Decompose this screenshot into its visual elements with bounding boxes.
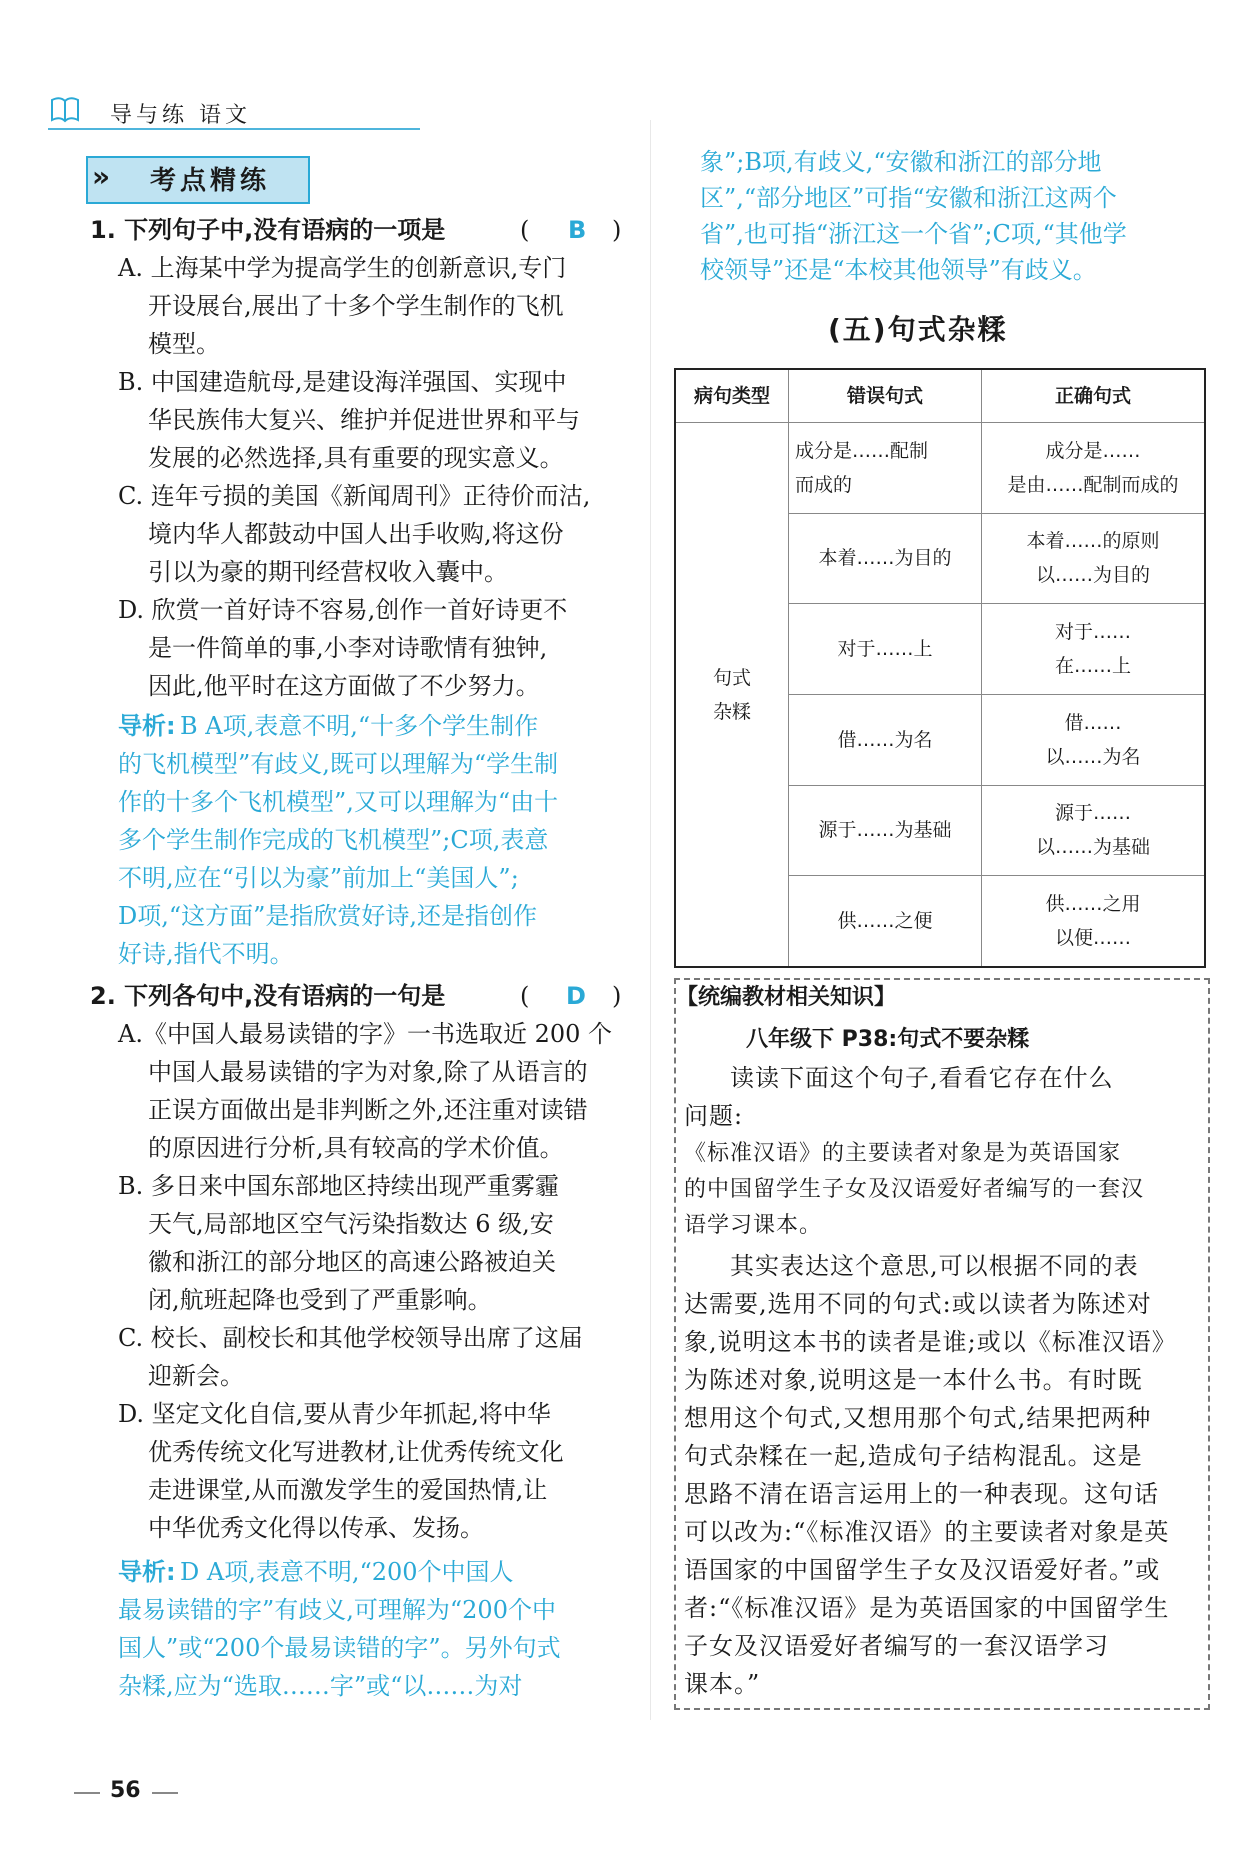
q1-line: 引以为豪的期刊经营权收入囊中。 [148, 558, 508, 586]
right-pattern-cell: 借…… 以……为名 [982, 694, 1206, 785]
q2-analysis-line: 国人”或“200个最易读错的字”。另外句式 [118, 1634, 561, 1662]
right-pattern-cell: 对于…… 在……上 [982, 604, 1206, 695]
header-title: 导与练 语文 [110, 103, 251, 128]
q1-line: 开设展台,展出了十多个学生制作的飞机 [148, 292, 564, 320]
wrong-pattern-cell: 本着……为目的 [789, 513, 982, 604]
q1-line: C. 连年亏损的美国《新闻周刊》正待价而沽, [118, 482, 591, 510]
right-pattern-cell: 供……之用 以便…… [982, 876, 1206, 967]
knowledge-body-line: 语国家的中国留学生子女及汉语爱好者。”或 [684, 1556, 1161, 1584]
q2-line: 走进课堂,从而激发学生的爱国热情,让 [148, 1476, 548, 1504]
q1-line: B. 中国建造航母,是建设海洋强国、实现中 [118, 368, 567, 396]
q2-paren-open: ( [520, 982, 530, 1010]
knowledge-example-line: 语学习课本。 [684, 1213, 823, 1238]
double-arrow-icon: » [92, 160, 111, 193]
q1-paren-open: ( [520, 216, 530, 244]
footer-dash [74, 1792, 100, 1794]
wrong-pattern-cell: 供……之便 [789, 876, 982, 967]
continued-analysis-line: 区”,“部分地区”可指“安徽和浙江这两个 [700, 184, 1117, 212]
q1-stem: 1. 下列句子中,没有语病的一项是 [90, 216, 446, 244]
table-header: 正确句式 [982, 369, 1206, 423]
q2-analysis-line: 杂糅,应为“选取……字”或“以……为对 [118, 1672, 523, 1700]
q2-analysis-label: 导析: [118, 1558, 176, 1586]
q2-paren-close: ) [612, 982, 622, 1010]
table-header: 错误句式 [789, 369, 982, 423]
knowledge-body-line: 达需要,选用不同的句式:或以读者为陈述对 [684, 1290, 1152, 1318]
footer-dash [152, 1792, 178, 1794]
q2-line: A.《中国人最易读错的字》一书选取近 200 个 [118, 1020, 613, 1048]
q2-line: 优秀传统文化写进教材,让优秀传统文化 [148, 1438, 564, 1466]
header-rule [48, 128, 420, 130]
wrong-pattern-cell: 借……为名 [789, 694, 982, 785]
grammar-table [674, 368, 1206, 968]
q2-line: 中华优秀文化得以传承、发扬。 [148, 1514, 484, 1542]
continued-analysis-line: 象”;B项,有歧义,“安徽和浙江的部分地 [700, 148, 1102, 176]
q2-line: 徽和浙江的部分地区的高速公路被迫关 [148, 1248, 556, 1276]
knowledge-body-line: 为陈述对象,说明这是一本什么书。有时既 [684, 1366, 1143, 1394]
wrong-pattern-cell: 成分是……配制 而成的 [789, 423, 982, 514]
q2-line: 闭,航班起降也受到了严重影响。 [148, 1286, 492, 1314]
q1-paren-close: ) [612, 216, 622, 244]
q1-line: 是一件简单的事,小李对诗歌情有独钟, [148, 634, 548, 662]
q1-analysis-line: 不明,应在“引以为豪”前加上“美国人”; [118, 864, 519, 892]
continued-analysis-line: 校领导”还是“本校其他领导”有歧义。 [700, 256, 1097, 284]
q1-analysis-line: D项,“这方面”是指欣赏好诗,还是指创作 [118, 902, 538, 930]
book-icon [48, 92, 82, 126]
knowledge-example-line: 《标准汉语》的主要读者对象是为英语国家 [684, 1141, 1122, 1166]
right-pattern-cell: 源于…… 以……为基础 [982, 785, 1206, 876]
table-header-row [675, 369, 1205, 423]
knowledge-body-line: 象,说明这本书的读者是谁;或以《标准汉语》 [684, 1328, 1177, 1356]
table-header: 病句类型 [675, 369, 789, 423]
knowledge-body-line: 子女及汉语爱好者编写的一套汉语学习 [684, 1632, 1109, 1660]
q1-answer: B [568, 216, 587, 244]
q2-line: C. 校长、副校长和其他学校领导出席了这届 [118, 1324, 583, 1352]
q1-line: D. 欣赏一首好诗不容易,创作一首好诗更不 [118, 596, 568, 624]
wrong-pattern-cell: 对于……上 [789, 604, 982, 695]
knowledge-body-line: 思路不清在语言运用上的一种表现。这句话 [684, 1480, 1159, 1508]
q1-analysis-line: 作的十多个飞机模型”,又可以理解为“由十 [118, 788, 559, 816]
knowledge-body-line: 可以改为:“《标准汉语》的主要读者对象是英 [684, 1518, 1170, 1546]
subsection-title: (五)句式杂糅 [828, 313, 1008, 346]
q1-line: 华民族伟大复兴、维护并促进世界和平与 [148, 406, 580, 434]
right-pattern-cell: 本着……的原则 以……为目的 [982, 513, 1206, 604]
column-divider [650, 120, 651, 1720]
q2-line: 迎新会。 [148, 1362, 244, 1390]
q1-line: 境内华人都鼓动中国人出手收购,将这份 [148, 520, 564, 548]
knowledge-body-line: 其实表达这个意思,可以根据不同的表 [730, 1252, 1139, 1280]
q2-line: 中国人最易读错的字为对象,除了从语言的 [148, 1058, 588, 1086]
q1-line: 模型。 [148, 330, 220, 358]
right-pattern-cell: 成分是…… 是由……配制而成的 [982, 423, 1206, 514]
knowledge-body-line: 句式杂糅在一起,造成句子结构混乱。这是 [684, 1442, 1143, 1470]
q1-analysis-line: 多个学生制作完成的飞机模型”;C项,表意 [118, 826, 549, 854]
knowledge-heading: 【统编教材相关知识】 [676, 985, 897, 1010]
page-number: 56 [110, 1778, 141, 1803]
q2-stem: 2. 下列各句中,没有语病的一句是 [90, 982, 446, 1010]
q2-line: B. 多日来中国东部地区持续出现严重雾霾 [118, 1172, 559, 1200]
continued-analysis-line: 省”,也可指“浙江这一个省”;C项,“其他学 [700, 220, 1127, 248]
q1-analysis-line: 的飞机模型”有歧义,既可以理解为“学生制 [118, 750, 559, 778]
knowledge-body-line: 想用这个句式,又想用那个句式,结果把两种 [684, 1404, 1152, 1432]
table-row [675, 423, 1205, 514]
q2-line: 天气,局部地区空气污染指数达 6 级,安 [148, 1210, 554, 1238]
section-title: 考点精练 [150, 166, 271, 196]
q1-line: 发展的必然选择,具有重要的现实意义。 [148, 444, 564, 472]
knowledge-body-line: 者:“《标准汉语》是为英语国家的中国留学生 [684, 1594, 1170, 1622]
q2-line: 正误方面做出是非判断之外,还注重对读错 [148, 1096, 588, 1124]
knowledge-intro-line: 问题: [684, 1102, 744, 1130]
q1-line: A. 上海某中学为提高学生的创新意识,专门 [118, 254, 567, 282]
q2-line: 的原因进行分析,具有较高的学术价值。 [148, 1134, 564, 1162]
knowledge-subheading: 八年级下 P38:句式不要杂糅 [746, 1027, 1030, 1052]
q1-analysis-label: 导析: [118, 712, 176, 740]
q1-analysis-line: 好诗,指代不明。 [118, 940, 294, 968]
knowledge-intro-line: 读读下面这个句子,看看它存在什么 [730, 1064, 1114, 1092]
q2-analysis-line: D A项,表意不明,“200个中国人 [180, 1558, 514, 1586]
type-cell: 句式 杂糅 [675, 423, 789, 968]
q1-line: 因此,他平时在这方面做了不少努力。 [148, 672, 540, 700]
q2-line: D. 坚定文化自信,要从青少年抓起,将中华 [118, 1400, 551, 1428]
knowledge-body-line: 课本。” [684, 1670, 761, 1698]
q2-analysis-line: 最易读错的字”有歧义,可理解为“200个中 [118, 1596, 556, 1624]
q1-analysis-line: B A项,表意不明,“十多个学生制作 [180, 712, 539, 740]
wrong-pattern-cell: 源于……为基础 [789, 785, 982, 876]
q2-answer: D [566, 982, 586, 1010]
knowledge-example-line: 的中国留学生子女及汉语爱好者编写的一套汉 [684, 1177, 1145, 1202]
